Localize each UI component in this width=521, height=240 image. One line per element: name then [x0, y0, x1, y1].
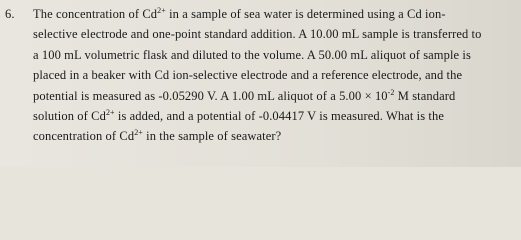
charge-superscript: 2+ [134, 128, 143, 138]
question-text-segment: selective electrode and one-point standard addition. A 10.00 mL sample is transferred to [33, 27, 482, 42]
question-text-segment: solution of Cd [33, 109, 106, 124]
question-number: 6. [5, 7, 15, 21]
question-text-segment: in the sample of seawater? [142, 129, 282, 144]
charge-superscript: 2+ [105, 108, 115, 118]
question-line [33, 4, 519, 24]
question-line [33, 45, 519, 65]
question-text-segment: The concentration of Cd [33, 7, 158, 21]
question-text [33, 4, 519, 147]
question-text-segment: placed in a beaker with Cd ion-selective electrode and a reference electrode, and the [33, 68, 463, 83]
question-text-segment: potential is measured as -0.05290 V. A 1.00 mL aliquot of a 5.00 × 10 [33, 88, 388, 103]
question-line [33, 106, 519, 126]
question-text-segment: M standard [394, 88, 456, 103]
question-line [33, 126, 519, 146]
question-line [33, 24, 519, 44]
question-line [33, 65, 519, 85]
question-line [33, 86, 519, 106]
exponent-superscript: -2 [387, 87, 395, 97]
question-text-segment: is added, and a potential of -0.04417 V is measured. What is the [114, 109, 445, 124]
question-text-segment: concentration of Cd [33, 129, 135, 144]
charge-superscript: 2+ [157, 6, 166, 15]
question-text-segment: in a sample of sea water is determined using a Cd ion- [165, 7, 446, 21]
question-text-segment: a 100 mL volumetric flask and diluted to the volume. A 50.00 mL aliquot of sample is [33, 47, 471, 62]
